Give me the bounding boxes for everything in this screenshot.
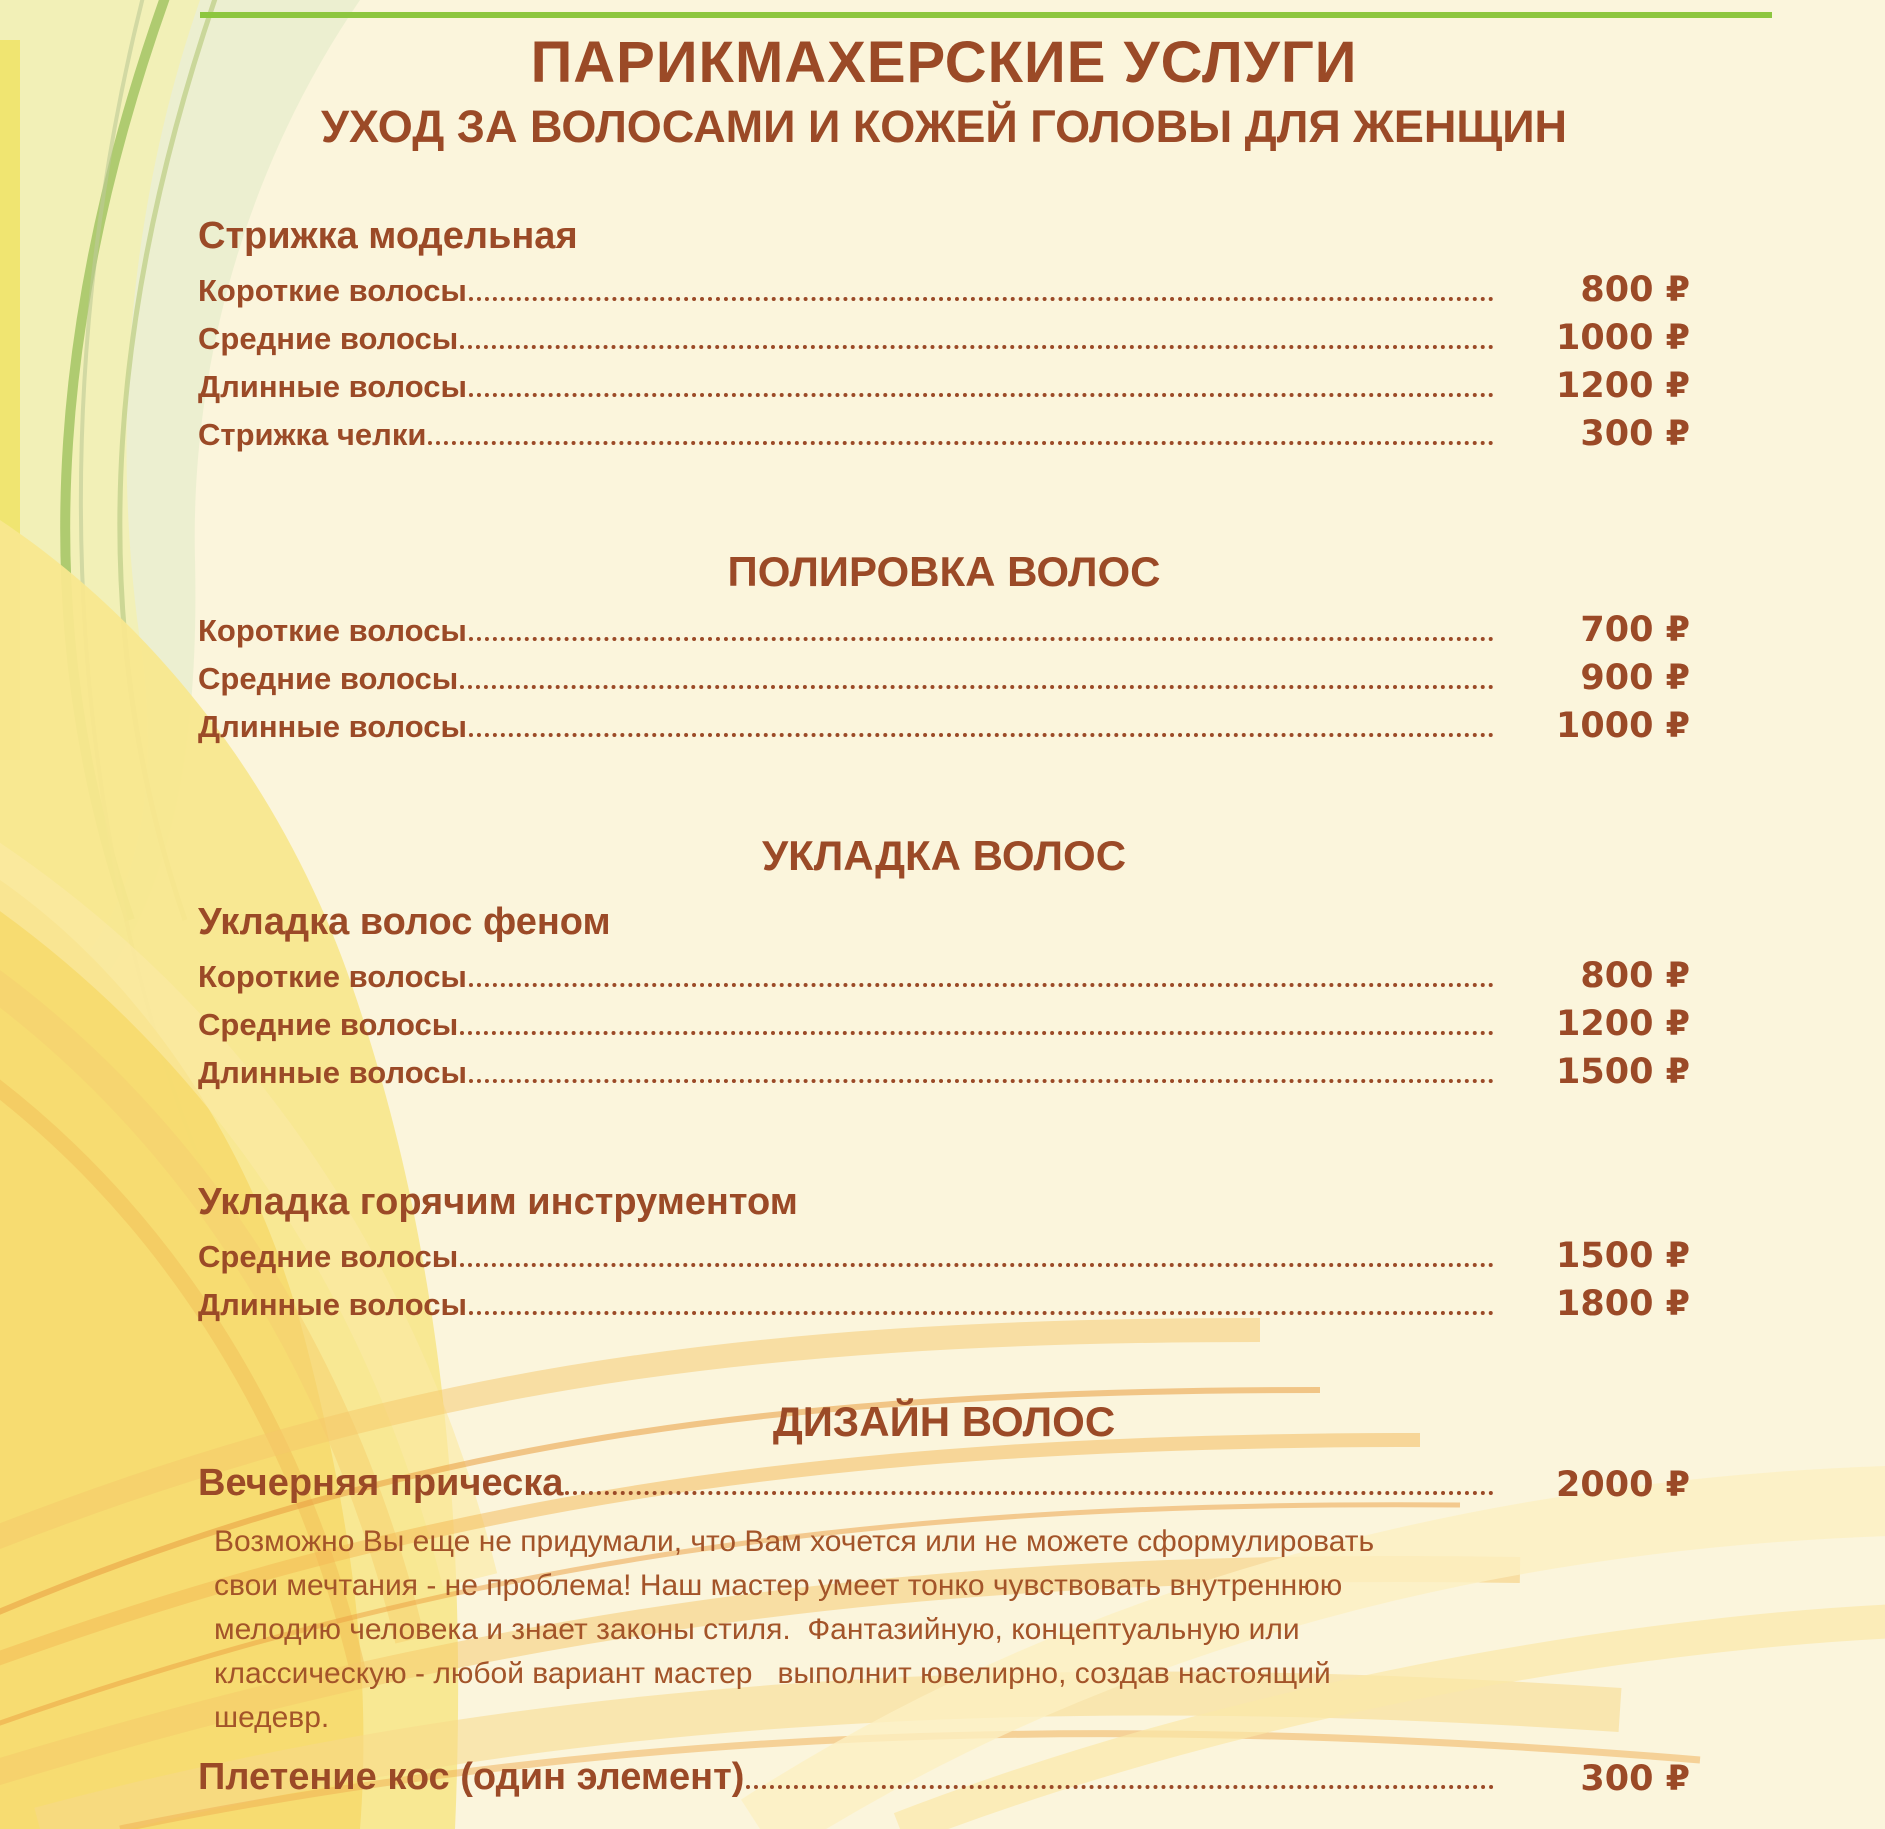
evening-hairstyle-description: [214, 1520, 1690, 1740]
menu-item-row: [198, 699, 1690, 747]
dot-leader: [469, 637, 1494, 641]
service-label: Средние волосы: [198, 1239, 459, 1275]
dot-leader: [428, 441, 1494, 445]
menu-item-row: [198, 1746, 1690, 1800]
service-label: Короткие волосы: [198, 613, 467, 649]
service-label: Длинные волосы: [198, 1055, 467, 1091]
service-price: 700 ₽: [1580, 610, 1690, 651]
service-price: 900 ₽: [1580, 658, 1690, 699]
menu-item-row: [198, 311, 1690, 359]
service-price: 800 ₽: [1580, 270, 1690, 310]
service-price: 300 ₽: [1580, 1758, 1690, 1799]
page-title: ПАРИКМАХЕРСКИЕ УСЛУГИ: [530, 30, 1358, 95]
service-label: Стрижка челки: [198, 417, 427, 452]
dot-leader: [469, 1311, 1494, 1315]
dot-leader: [469, 733, 1494, 737]
section-heading-polishing: ПОЛИРОВКА ВОЛОС: [727, 548, 1161, 595]
menu-item-row: [198, 1277, 1690, 1325]
section-heading-styling: УКЛАДКА ВОЛОС: [761, 832, 1127, 880]
service-price: 300 ₽: [1580, 414, 1690, 454]
service-price: 2000 ₽: [1556, 1464, 1690, 1505]
menu-item-row: [198, 263, 1690, 311]
dot-leader: [565, 1491, 1494, 1495]
dot-leader: [746, 1785, 1494, 1789]
dot-leader: [460, 685, 1494, 689]
dot-leader: [460, 1263, 1494, 1267]
subsection-heading-hot-tools: Укладка горячим инструментом: [198, 1181, 798, 1224]
dot-leader: [469, 297, 1494, 301]
service-label: Плетение кос (один элемент): [198, 1755, 745, 1798]
service-label: Длинные волосы: [198, 369, 467, 404]
service-label: Длинные волосы: [198, 709, 467, 745]
menu-item-row: [198, 1229, 1690, 1277]
description-line: классическую - любой вариант мастер выполнит ювелирно, создав настоящий: [214, 1656, 1331, 1690]
section-model-haircut-rows: [198, 263, 1690, 455]
section-heading-model-haircut: Стрижка модельная: [198, 215, 578, 257]
accent-rule: [200, 12, 1772, 18]
description-line: мелодию человека и знает законы стиля. Фантазийную, концептуальную или: [214, 1612, 1300, 1646]
service-price: 1800 ₽: [1556, 1284, 1690, 1325]
service-price: 1500 ₽: [1556, 1052, 1690, 1093]
service-price: 1000 ₽: [1556, 318, 1690, 358]
description-line: свои мечтания - не проблема! Наш мастер умеет тонко чувствовать внутреннюю: [214, 1568, 1343, 1602]
subsection-hot-tools-rows: [198, 1229, 1690, 1325]
section-heading-design: ДИЗАЙН ВОЛОС: [772, 1398, 1116, 1446]
service-label: Средние волосы: [198, 1007, 459, 1043]
menu-item-row: [198, 359, 1690, 407]
dot-leader: [469, 393, 1494, 397]
service-label: Длинные волосы: [198, 1287, 467, 1323]
menu-item-row: [198, 1045, 1690, 1093]
service-price: 1200 ₽: [1556, 1004, 1690, 1045]
subsection-blow-dry-rows: [198, 949, 1690, 1093]
dot-leader: [469, 983, 1494, 987]
menu-item-row: [198, 407, 1690, 455]
dot-leader: [460, 345, 1494, 349]
dot-leader: [460, 1031, 1494, 1035]
menu-item-row: [198, 997, 1690, 1045]
service-label: Короткие волосы: [198, 959, 467, 995]
menu-item-row: [198, 1452, 1690, 1506]
menu-item-row: [198, 949, 1690, 997]
service-price: 1200 ₽: [1556, 366, 1690, 406]
menu-item-row: [198, 603, 1690, 651]
service-label: Короткие волосы: [198, 273, 467, 308]
subsection-heading-blow-dry: Укладка волос феном: [198, 901, 611, 944]
menu-item-row: [198, 651, 1690, 699]
service-price: 1500 ₽: [1556, 1236, 1690, 1277]
service-price: 1000 ₽: [1556, 706, 1690, 747]
service-label: Вечерняя прическа: [198, 1461, 564, 1504]
description-line: Возможно Вы еще не придумали, что Вам хочется или не можете сформулировать: [214, 1524, 1375, 1558]
service-price: 800 ₽: [1580, 956, 1690, 997]
service-label: Средние волосы: [198, 321, 459, 356]
description-line: шедевр.: [214, 1700, 330, 1734]
service-label: Средние волосы: [198, 661, 459, 697]
page-subtitle: УХОД ЗА ВОЛОСАМИ И КОЖЕЙ ГОЛОВЫ ДЛЯ ЖЕНЩИН: [320, 101, 1568, 152]
section-polishing-rows: [198, 603, 1690, 747]
dot-leader: [469, 1079, 1494, 1083]
